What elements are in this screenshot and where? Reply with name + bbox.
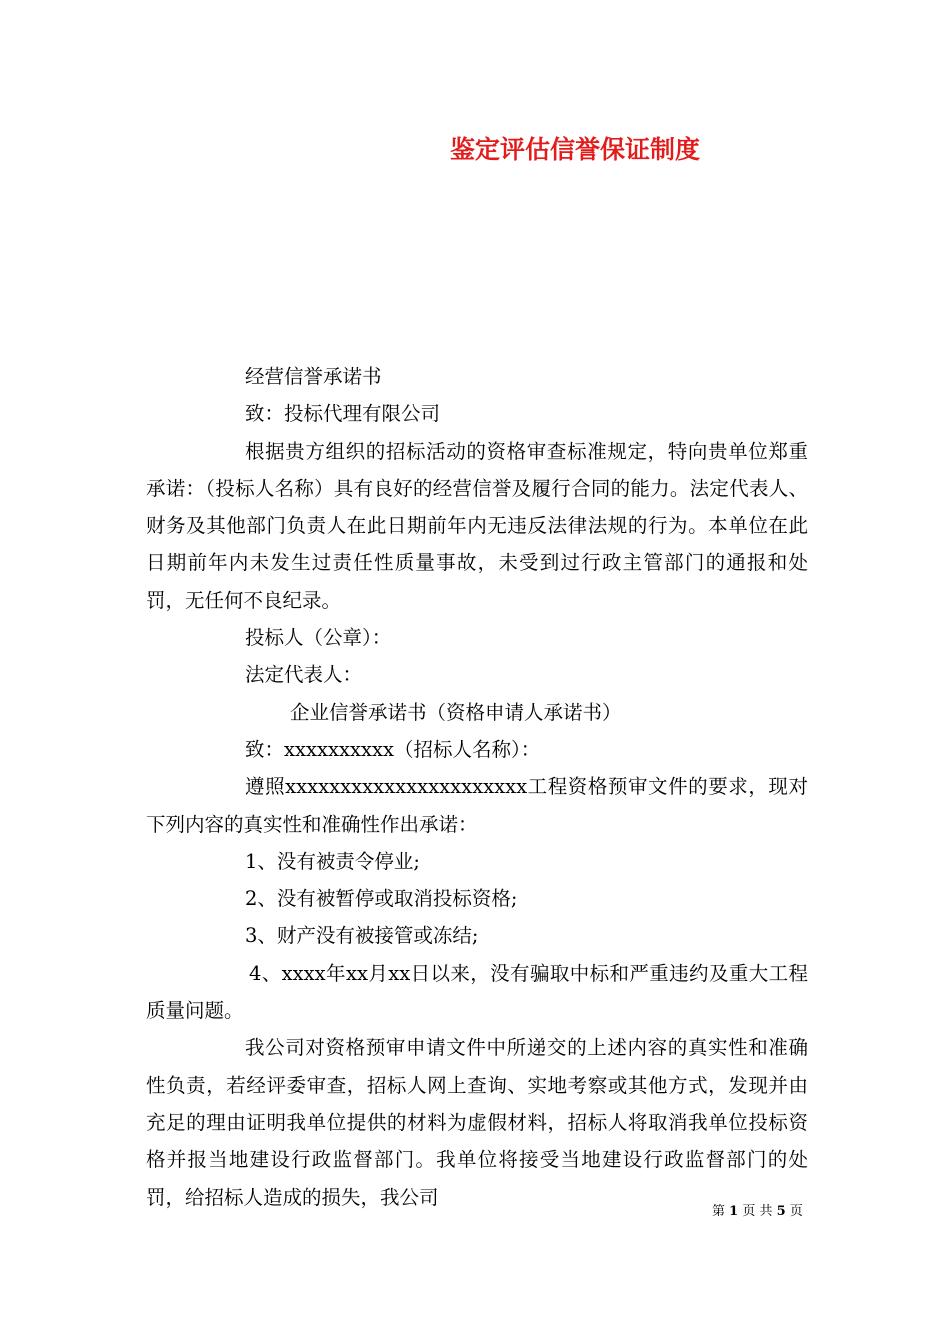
footer-total-pages: 5 [776,1204,786,1219]
letter-heading: 经营信誉承诺书 [245,365,382,388]
footer-current-page: 1 [729,1204,739,1219]
letter-recipient: 致：投标代理有限公司 [245,402,441,426]
responsibility-paragraph: 我公司对资格预审申请文件中所递交的上述内容的真实性和准确性负责，若经评委审查，招标人网上查询、实地考察或其他方式，发现并由充足的理由证明我单位提供的材料为虚假材料，招标人将取消我单位投标资格并报当地建设行政监督部门。我单位将接受当地建设行政监督部门的处罚，给招标人造成的损失，我公司 [146,1036,808,1209]
signature-line-legal-rep: 法定代表人： [245,663,363,687]
section-recipient: 致：xxxxxxxxxx（招标人名称）： [245,737,541,761]
page-number-footer [712,1200,803,1219]
letter-body-paragraph: 根据贵方组织的招标活动的资格审查标准规定，特向贵单位郑重承诺：（投标人名称）具有良好的经营信誉及履行合同的能力。法定代表人、财务及其他部门负责人在此日期前年内无违反法律法规的行为。本单位在此日期前年内未发生过责任性质量事故，未受到过行政主管部门的通报和处罚，无任何不良纪录。 [146,439,808,612]
footer-suffix: 页 [789,1204,803,1219]
commitment-item-2: 2、没有被暂停或取消投标资格; [245,887,518,911]
footer-middle: 页 共 [742,1204,773,1219]
commitment-item-3: 3、财产没有被接管或冻结; [245,924,479,948]
commitment-item-1: 1、没有被责令停业; [245,849,420,873]
footer-prefix: 第 [712,1204,726,1219]
section-heading: 企业信誉承诺书（资格申请人承诺书） [290,700,622,724]
document-body [146,358,808,1216]
commitment-item-4: 4、xxxx年xx月xx日以来，没有骗取中标和严重违约及重大工程质量问题。 [146,961,808,1023]
document-title: 鉴定评估信誉保证制度 [450,135,701,164]
section-intro-paragraph: 遵照xxxxxxxxxxxxxxxxxxxxxx工程资格预审文件的要求，现对下列内容的真实性和准确性作出承诺： [146,775,808,836]
signature-line-bidder: 投标人（公章）： [245,626,392,650]
